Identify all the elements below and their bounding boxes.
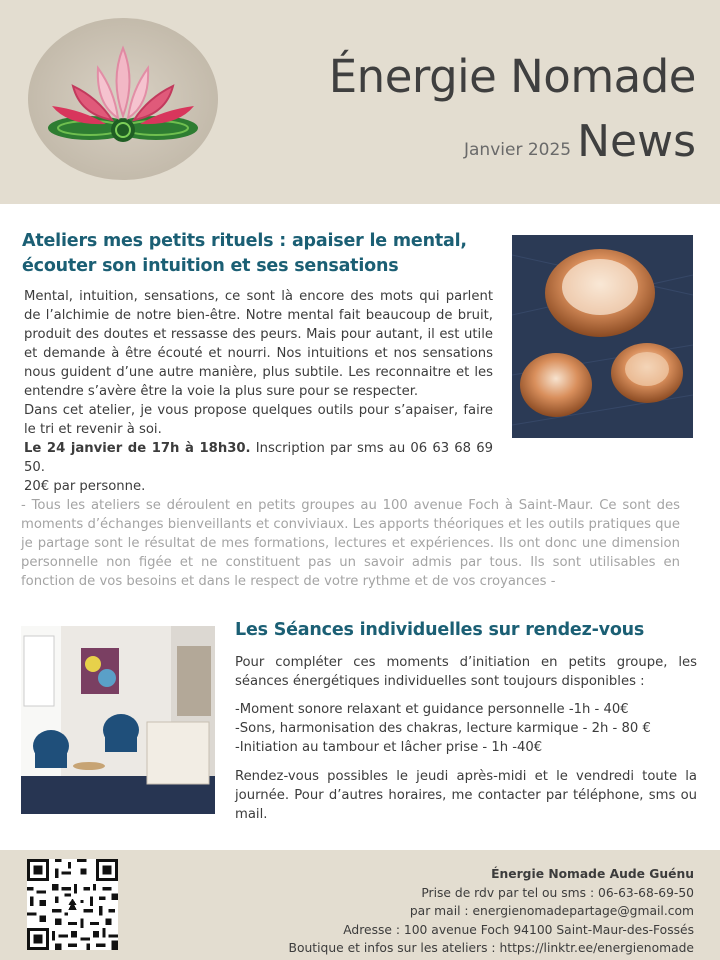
contact-phone: Prise de rdv par tel ou sms : 06-63-68-69-50 — [421, 885, 694, 900]
atelier-schedule — [24, 439, 493, 477]
contact-address: Adresse : 100 avenue Foch 94100 Saint-Maur-des-Fossés — [343, 922, 694, 937]
ateliers-note: - Tous les ateliers se déroulent en petits groupes au 100 avenue Foch à Saint-Maur. Ce sont des moments d’échanges bienveillants et conviviaux. Les apports théoriques et les outils pratiques que je partage sont le résultat de mes formations, lectures et expériences. Ils ont donc une dimension personnelle non figée et ne constituent pas un savoir admis par tous. Ils sont utilisables en fonction de vos besoins et dans le respect de votre rythme et de vos croyances - — [21, 498, 680, 589]
seance-item: -Sons, harmonisation des chakras, lecture karmique - 2h - 80 € — [235, 721, 651, 736]
header-banner — [0, 0, 720, 204]
contact-email[interactable]: par mail : energienomadepartage@gmail.com — [409, 904, 694, 918]
atelier-heading-line2: écouter son intuition et ses sensations — [22, 256, 399, 276]
bowls-photo — [512, 235, 693, 438]
contact-website[interactable]: Boutique et infos sur les ateliers : https://linktr.ee/energienomade — [288, 941, 694, 955]
atelier-heading — [22, 229, 492, 279]
room-photo — [21, 626, 215, 814]
atelier-date: Le 24 janvier de 17h à 18h30. — [24, 441, 251, 456]
contact-footer — [0, 850, 720, 960]
issue-date: Janvier 2025 — [464, 140, 572, 160]
atelier-paragraph-2: Dans cet atelier, je vous propose quelques outils pour s’apaiser, faire le tri et revenir à soi. — [24, 403, 493, 437]
atelier-heading-line1: Ateliers mes petits rituels : apaiser le mental, — [22, 231, 467, 251]
seances-list — [235, 700, 697, 757]
lotus-logo — [28, 18, 218, 180]
seances-heading: Les Séances individuelles sur rendez-vous — [235, 620, 645, 640]
qr-code[interactable] — [27, 859, 118, 950]
seance-item: -Initiation au tambour et lâcher prise - 1h -40€ — [235, 740, 543, 755]
seances-intro: Pour compléter ces moments d’initiation en petits groupe, les séances énergétiques individuelles sont toujours disponibles : — [235, 655, 697, 689]
seances-rdv: Rendez-vous possibles le jeudi après-midi et le vendredi toute la journée. Pour d’autres horaires, me contacter par téléphone, sms ou mail. — [235, 769, 697, 822]
atelier-inscription: Inscription par sms au 06 63 68 69 50. — [24, 441, 493, 475]
atelier-price: 20€ par personne. — [24, 479, 146, 494]
newsletter-title: Énergie Nomade — [328, 50, 696, 103]
news-label: News — [577, 116, 696, 167]
contact-info — [289, 865, 694, 958]
contact-name: Énergie Nomade Aude Guénu — [491, 867, 694, 881]
atelier-paragraph-1: Mental, intuition, sensations, ce sont là encore des mots qui parlent de l’alchimie de notre bien-être. Notre mental fait beaucoup de bruit, produit des doutes et ressasse des peurs. Mais pour autant, il est utile et demande à être écouté et nourri. Nos intuitions et nos sensations nous guident d’une autre manière, plus subtile. Les reconnaitre et les entendre s’avère être la voie la plus sure pour se respecter. — [24, 289, 493, 399]
seance-item: -Moment sonore relaxant et guidance personnelle -1h - 40€ — [235, 702, 629, 717]
atelier-text — [24, 287, 493, 496]
